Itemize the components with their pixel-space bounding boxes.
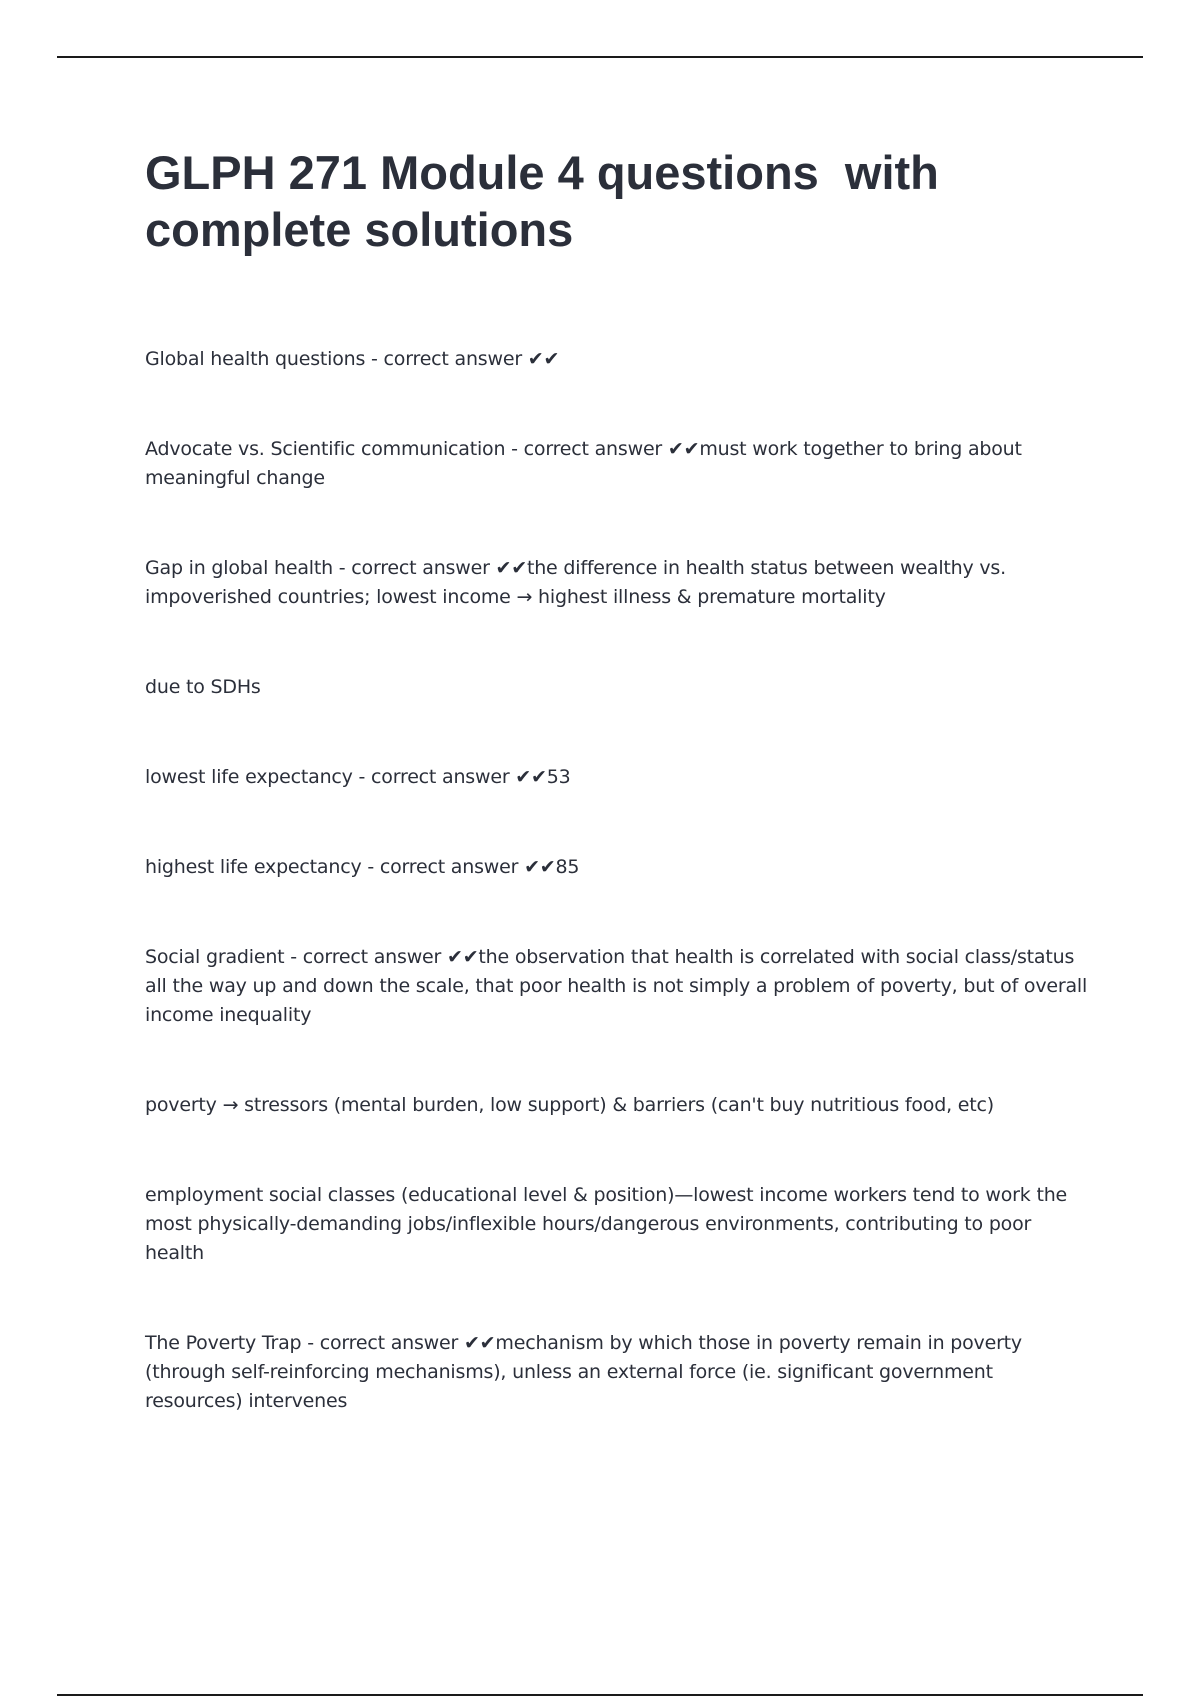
list-item: employment social classes (educational level & position)—lowest income workers tend to work the most physically-demanding jobs/inflexible hours/dangerous environments, contributing to poor health (145, 1184, 1068, 1264)
list-item: Advocate vs. Scientific communication - correct answer ✔✔must work together to bring about meaningful change (145, 438, 1022, 489)
list-item: Social gradient - correct answer ✔✔the observation that health is correlated with social class/status all the way up and down the scale, that poor health is not simply a problem of poverty, but of overall income inequality (145, 946, 1088, 1026)
list-item: lowest life expectancy - correct answer ✔✔53 (145, 766, 571, 788)
page-title: GLPH 271 Module 4 questions with complete solutions (145, 146, 952, 256)
header-divider (57, 56, 1143, 58)
list-item: Global health questions - correct answer ✔✔ (145, 348, 560, 370)
question-answer-list (145, 345, 1090, 1477)
list-item: highest life expectancy - correct answer ✔✔85 (145, 856, 580, 878)
list-item: due to SDHs (145, 676, 261, 698)
list-item: Gap in global health - correct answer ✔✔the difference in health status between wealthy vs. impoverished countries; lowest income → highest illness & premature mortality (145, 557, 1006, 608)
footer-divider (57, 1694, 1143, 1696)
list-item: The Poverty Trap - correct answer ✔✔mechanism by which those in poverty remain in poverty (through self-reinforcing mechanisms), unless an external force (ie. significant government resources) intervenes (145, 1332, 1022, 1412)
list-item: poverty → stressors (mental burden, low support) & barriers (can't buy nutritious food, etc) (145, 1094, 994, 1116)
